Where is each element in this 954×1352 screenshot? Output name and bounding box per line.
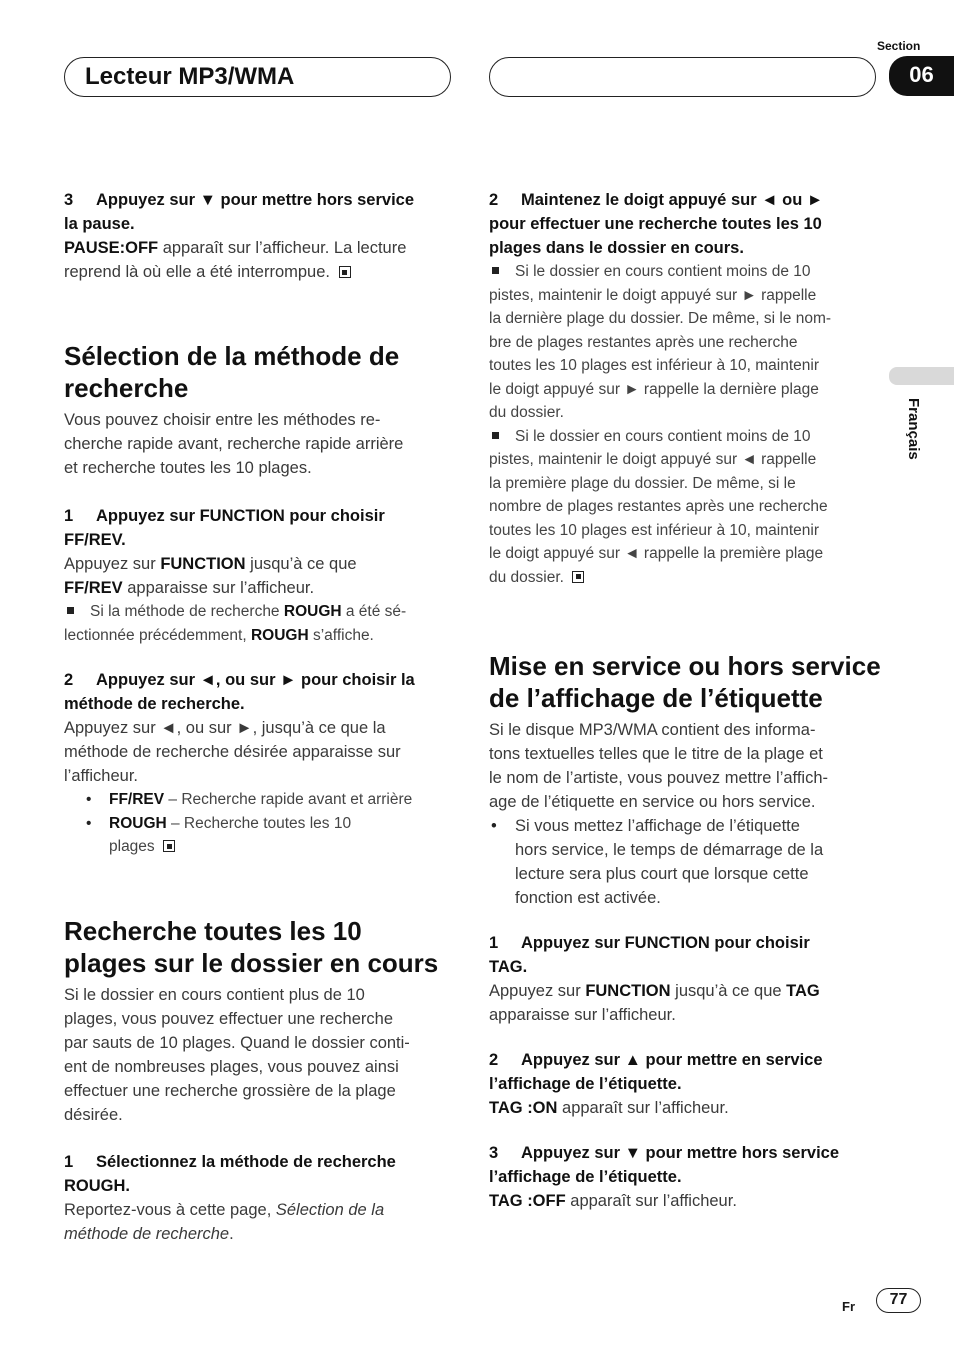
rough-step-1-title: 1 Sélectionnez la méthode de recherche: [64, 1153, 396, 1171]
tag-step-3: [489, 1141, 879, 1213]
right-note-2-line-1: Si le dossier en cours contient moins de 10: [489, 425, 879, 449]
sel-step-2-title-cont: méthode de recherche.: [64, 695, 245, 713]
tag-step-3-body: TAG :OFF apparaît sur l’afficheur.: [489, 1192, 737, 1210]
rough-step-1: [64, 1150, 454, 1246]
header-title: Lecteur MP3/WMA: [85, 63, 295, 90]
rough-intro-4: ent de nombreuses plages, vous pouvez ainsi: [64, 1058, 399, 1076]
right-note-2-line-7: du dossier.: [489, 566, 879, 590]
sel-option-rough-cont: plages: [64, 835, 456, 859]
tag-step-2-body: TAG :ON apparaît sur l’afficheur.: [489, 1099, 729, 1117]
step-3-title: 3 Appuyez sur ▼ pour mettre hors service: [64, 191, 415, 209]
rough-intro-2: plages, vous pouvez effectuer une recherche: [64, 1010, 393, 1028]
selection-intro-2: cherche rapide avant, recherche rapide arrière: [64, 435, 404, 453]
section-badge: 06: [889, 56, 954, 96]
tag-step-2-title: 2 Appuyez sur ▲ pour mettre en service: [489, 1051, 823, 1069]
tag-step-1: [489, 931, 879, 1027]
language-label: Français: [905, 398, 922, 460]
page-number: 77: [876, 1288, 921, 1313]
step-3-body-cont: reprend là où elle a été interrompue.: [64, 260, 454, 284]
tag-bullet-2: hors service, le temps de démarrage de la: [515, 841, 824, 859]
right-note-1-line-3: la dernière plage du dossier. De même, si le nom-: [489, 310, 832, 327]
sel-step-2-title: 2 Appuyez sur ◄, ou sur ► pour choisir la: [64, 671, 415, 689]
right-note-2-line-4: nombre de plages restantes après une recherche: [489, 498, 828, 515]
sel-step-1-body-1: Appuyez sur FUNCTION jusqu’à ce que: [64, 555, 357, 573]
heading-tag-2: de l’affichage de l’étiquette: [489, 683, 823, 713]
note-bullet-icon: [492, 432, 499, 439]
heading-rough-1: Recherche toutes les 10: [64, 916, 362, 946]
header-right-pill: [489, 57, 876, 97]
selection-step-2: [64, 668, 456, 859]
language-tab: [889, 367, 954, 385]
tag-step-2: [489, 1048, 879, 1120]
sel-step-2-body-2: méthode de recherche désirée apparaisse sur: [64, 743, 401, 761]
sel-step-1-note-2: lectionnée précédemment, ROUGH s’affiche.: [64, 626, 374, 644]
rough-intro-6: désirée.: [64, 1106, 123, 1124]
tag-bullet-4: fonction est activée.: [515, 889, 661, 907]
heading-tag-1: Mise en service ou hors service: [489, 651, 881, 681]
sel-step-2-body-3: l’afficheur.: [64, 767, 138, 785]
section-rough-search: [64, 915, 464, 1127]
right-note-1-line-5: toutes les 10 plages est inférieur à 10, maintenir: [489, 357, 819, 374]
rough-intro-1: Si le dossier en cours contient plus de 10: [64, 986, 365, 1004]
tag-step-1-body-2: apparaisse sur l’afficheur.: [489, 1006, 676, 1024]
section-selection: [64, 340, 464, 480]
tag-bullet-3: lecture sera plus court que lorsque cette: [515, 865, 809, 883]
rough-intro-5: effectuer une recherche grossière de la plage: [64, 1082, 396, 1100]
rough-step-1-title-cont: ROUGH.: [64, 1177, 130, 1195]
tag-intro-4: age de l’étiquette en service ou hors service.: [489, 793, 816, 811]
sel-step-2-body-1: Appuyez sur ◄, ou sur ►, jusqu’à ce que la: [64, 719, 386, 737]
right-note-1-line-1: Si le dossier en cours contient moins de 10: [489, 260, 879, 284]
end-mark-icon: [572, 571, 584, 583]
tag-step-3-title-cont: l’affichage de l’étiquette.: [489, 1168, 682, 1186]
right-step-2-title: 2 Maintenez le doigt appuyé sur ◄ ou ►: [489, 191, 824, 209]
selection-intro-1: Vous pouvez choisir entre les méthodes re-: [64, 411, 381, 429]
tag-step-1-title: 1 Appuyez sur FUNCTION pour choisir: [489, 934, 810, 952]
right-note-1-line-6: le doigt appuyé sur ► rappelle la dernière plage: [489, 380, 819, 398]
sel-option-rough: • ROUGH – Recherche toutes les 10: [64, 812, 456, 836]
step-3-title-cont: la pause.: [64, 215, 135, 233]
selection-intro-3: et recherche toutes les 10 plages.: [64, 459, 312, 477]
selection-step-1: [64, 504, 454, 647]
rough-step-1-body-2: méthode de recherche.: [64, 1225, 234, 1243]
right-note-2-line-3: la première plage du dossier. De même, si le: [489, 474, 796, 492]
heading-selection-1: Sélection de la méthode de: [64, 341, 400, 371]
header-left-pill: [64, 57, 451, 97]
right-note-1-line-4: bre de plages restantes après une recherche: [489, 333, 798, 351]
section-label: Section: [877, 39, 921, 53]
rough-intro-3: par sauts de 10 plages. Quand le dossier conti-: [64, 1034, 410, 1052]
tag-step-1-title-cont: TAG.: [489, 958, 528, 976]
step-3-body: PAUSE:OFF apparaît sur l’afficheur. La lecture: [64, 239, 407, 257]
note-bullet-icon: [492, 267, 499, 274]
tag-bullet-1: • Si vous mettez l’affichage de l’étiquette: [489, 814, 889, 838]
tag-intro-2: tons textuelles telles que le titre de la plage et: [489, 745, 823, 763]
sel-step-1-body-2: FF/REV apparaisse sur l’afficheur.: [64, 579, 315, 597]
right-step-2: [489, 188, 879, 589]
rough-step-1-body-1: Reportez-vous à cette page, Sélection de la: [64, 1201, 385, 1219]
right-note-1-line-7: du dossier.: [489, 404, 564, 421]
sel-step-1-title: 1 Appuyez sur FUNCTION pour choisir: [64, 507, 385, 525]
note-bullet-icon: [67, 607, 74, 614]
right-note-2-line-6: le doigt appuyé sur ◄ rappelle la première plage: [489, 545, 824, 562]
sel-option-ffrev: • FF/REV – Recherche rapide avant et arrière: [64, 788, 456, 812]
footer-lang-code: Fr: [842, 1299, 855, 1314]
heading-selection-2: recherche: [64, 373, 189, 403]
right-step-2-title-b: pour effectuer une recherche toutes les 10: [489, 215, 822, 233]
sel-step-1-title-cont: FF/REV.: [64, 531, 126, 549]
end-mark-icon: [339, 266, 351, 278]
section-tag-display: [489, 650, 889, 910]
right-step-2-title-c: plages dans le dossier en cours.: [489, 239, 744, 257]
tag-step-3-title: 3 Appuyez sur ▼ pour mettre hors service: [489, 1144, 840, 1162]
tag-intro-3: le nom de l’artiste, vous pouvez mettre l’affich-: [489, 769, 829, 787]
right-note-1-line-2: pistes, maintenir le doigt appuyé sur ► rappelle: [489, 286, 817, 304]
right-note-2-line-2: pistes, maintenir le doigt appuyé sur ◄ rappelle: [489, 451, 817, 468]
tag-intro-1: Si le disque MP3/WMA contient des informa-: [489, 721, 816, 739]
right-note-2-line-5: toutes les 10 plages est inférieur à 10, maintenir: [489, 521, 819, 539]
end-mark-icon: [163, 840, 175, 852]
tag-step-1-body-1: Appuyez sur FUNCTION jusqu’à ce que TAG: [489, 982, 820, 1000]
tag-step-2-title-cont: l’affichage de l’étiquette.: [489, 1075, 682, 1093]
heading-rough-2: plages sur le dossier en cours: [64, 948, 439, 978]
left-column: [64, 188, 454, 284]
sel-step-1-note-1: Si la méthode de recherche ROUGH a été sé-: [64, 600, 454, 624]
